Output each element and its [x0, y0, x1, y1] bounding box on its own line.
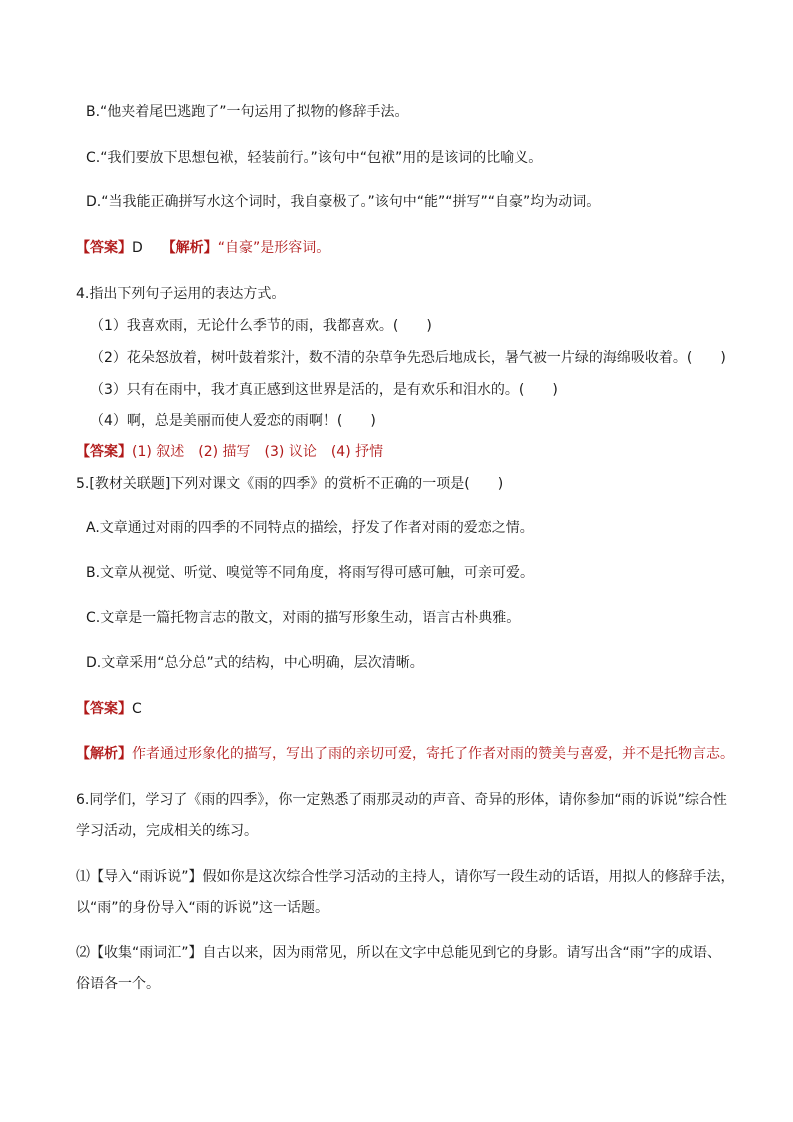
- option-b-q3: B.“他夹着尾巴逃跑了”一句运用了拟物的修辞手法。: [86, 104, 409, 120]
- question-6-part-1-line-2: 以“雨”的身份导入“雨的诉说”这一话题。: [76, 900, 330, 916]
- option-d-q5: D.文章采用“总分总”式的结构，中心明确，层次清晰。: [86, 655, 424, 671]
- question-5: 5.[教材关联题]下列对课文《雨的四季》的赏析不正确的一项是( ): [76, 476, 504, 492]
- answer-label: 【答案】: [76, 444, 132, 460]
- answer-label: 【答案】: [76, 701, 132, 717]
- option-b-q5: B.文章从视觉、听觉、嗅觉等不同角度，将雨写得可感可触，可亲可爱。: [86, 565, 535, 581]
- answer-q5: [76, 700, 142, 718]
- question-6-part-1-line-1: ⑴【导入“雨诉说”】假如你是这次综合性学习活动的主持人，请你写一段生动的话语，用拟人的修辞手法，: [76, 869, 735, 885]
- question-4-item-3: （3）只有在雨中，我才真正感到这世界是活的，是有欢乐和泪水的。( ): [90, 382, 558, 398]
- option-d-q3: D.“当我能正确拼写水这个词时，我自豪极了。”该句中“能”“拼写”“自豪”均为动词。: [86, 194, 601, 210]
- answer-q4: [76, 443, 383, 461]
- answer-q3: [76, 239, 330, 257]
- question-6-part-2-line-1: ⑵【收集“雨词汇”】自古以来，因为雨常见，所以在文字中总能见到它的身影。请写出含“雨”字的成语、: [76, 945, 722, 961]
- question-6-part-2-line-2: 俗语各一个。: [76, 976, 160, 992]
- answer-value: D: [132, 240, 143, 256]
- question-4-item-1: （1）我喜欢雨，无论什么季节的雨，我都喜欢。( ): [90, 318, 432, 334]
- explanation-label: 【解析】: [76, 746, 132, 762]
- answer-value: C: [132, 701, 142, 717]
- question-6-line-2: 学习活动，完成相关的练习。: [76, 823, 258, 839]
- option-c-q5: C.文章是一篇托物言志的散文，对雨的描写形象生动，语言古朴典雅。: [86, 610, 521, 626]
- option-c-q3: C.“我们要放下思想包袱，轻装前行。”该句中“包袱”用的是该词的比喻义。: [86, 150, 543, 166]
- explanation-text: “自豪”是形容词。: [217, 240, 331, 256]
- question-4: 4.指出下列句子运用的表达方式。: [76, 286, 286, 302]
- answer-text: (1) 叙述 (2) 描写 (3) 议论 (4) 抒情: [132, 444, 384, 460]
- explanation-text: 作者通过形象化的描写，写出了雨的亲切可爱，寄托了作者对雨的赞美与喜爱，并不是托物言志。: [132, 746, 734, 762]
- explanation-q5: [76, 745, 734, 763]
- explanation-label: 【解析】: [161, 240, 218, 256]
- question-6-line-1: 6.同学们，学习了《雨的四季》，你一定熟悉了雨那灵动的声音、奇异的形体，请你参加“雨的诉说”综合性: [76, 792, 727, 808]
- option-a-q5: A.文章通过对雨的四季的不同特点的描绘，抒发了作者对雨的爱恋之情。: [86, 520, 534, 536]
- answer-label: 【答案】: [76, 240, 132, 256]
- question-4-item-4: （4）啊，总是美丽而使人爱恋的雨啊！( ): [90, 413, 376, 429]
- question-4-item-2: （2）花朵怒放着，树叶鼓着浆汁，数不清的杂草争先恐后地成长，暑气被一片绿的海绵吸收着。( ): [90, 350, 726, 366]
